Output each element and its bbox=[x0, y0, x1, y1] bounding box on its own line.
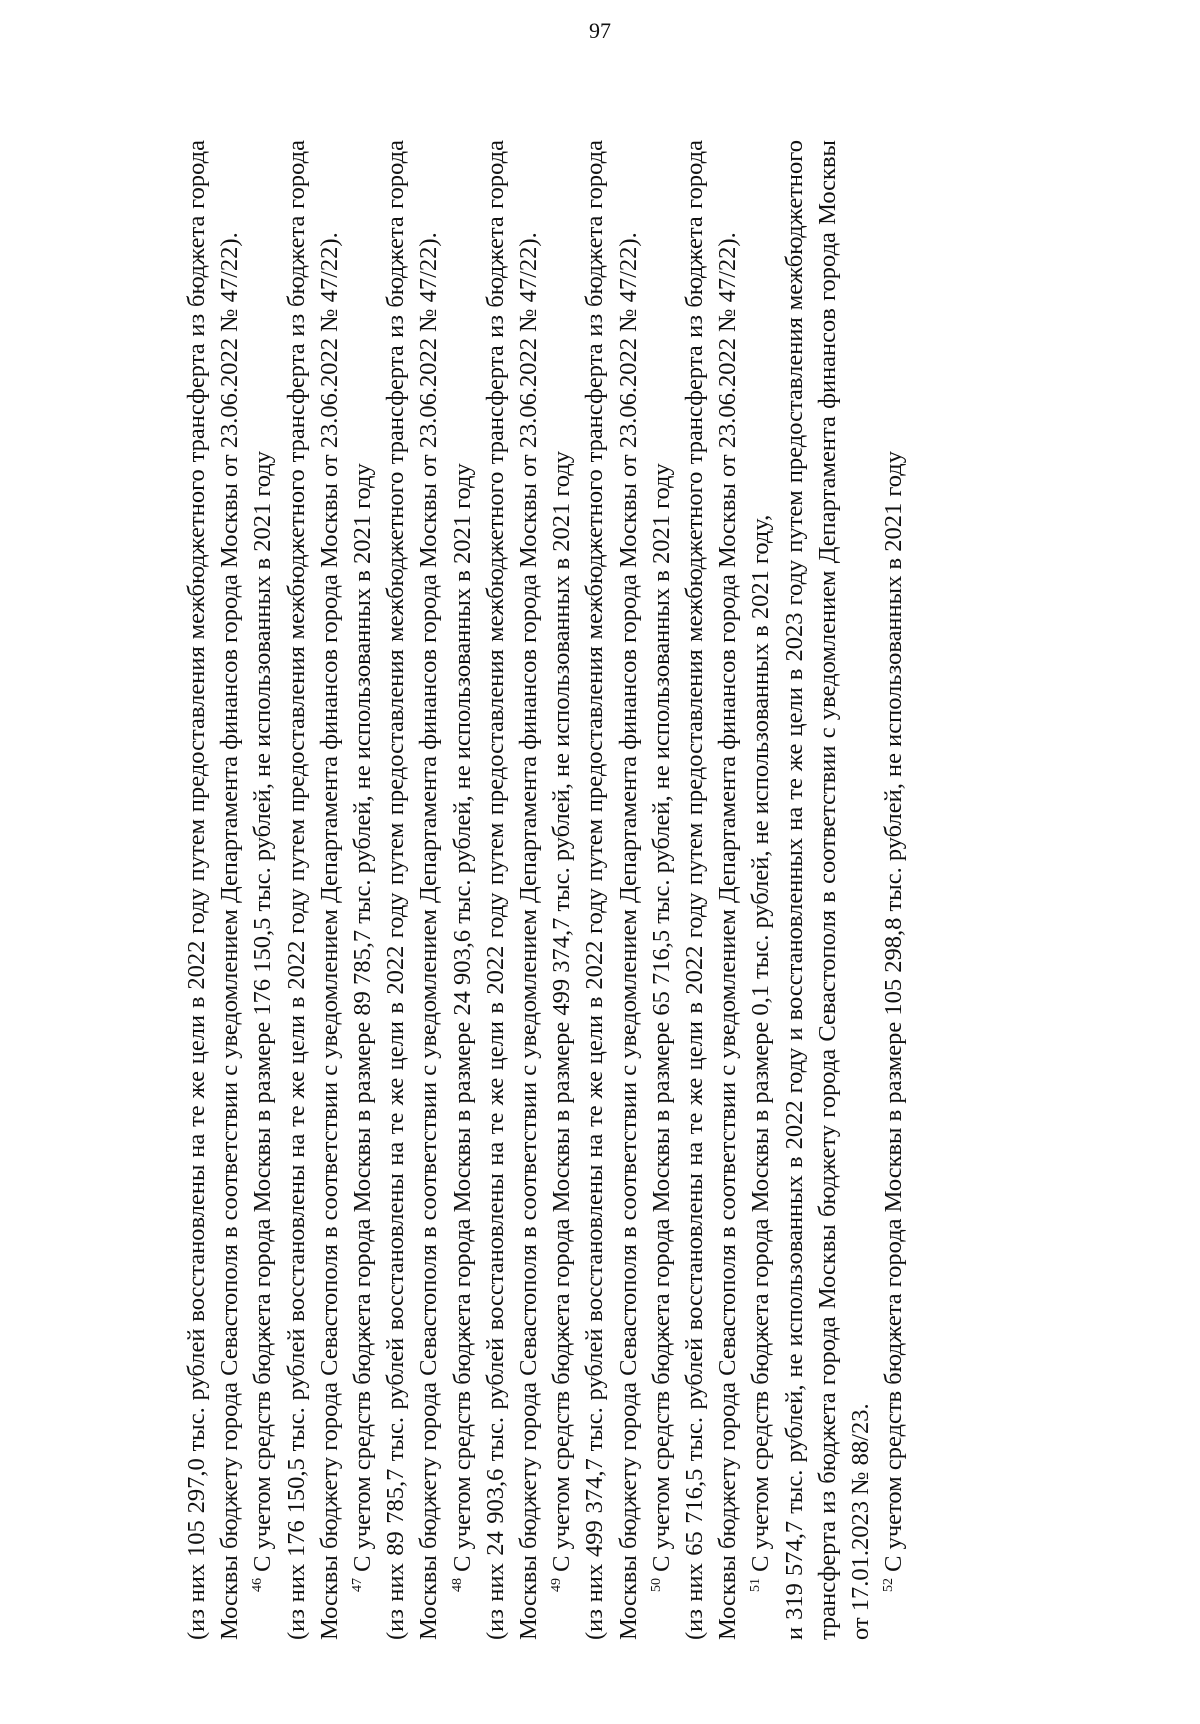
footnote-lead-text: С учетом средств бюджета города Москвы в размере 89 785,7 тыс. рублей, не использованных в 2021 году bbox=[349, 463, 377, 1572]
footnote-lead bbox=[744, 140, 777, 1640]
footnote-lead bbox=[645, 140, 678, 1640]
footnote-lead-text: С учетом средств бюджета города Москвы в размере 499 374,7 тыс. рублей, не использованных в 2021 году bbox=[548, 450, 576, 1572]
entry-text: и 319 574,7 тыс. рублей, не использованных в 2022 году и восстановленных на те же цели в 2023 году путем предоставления межбюджетного трансферта из бюджета города Москвы бюджету города Севастополя в соответствии с уведомлением Департамента финансов города Москвы от 17.01.2023 № 88/23. bbox=[780, 140, 875, 1640]
footnote-lead bbox=[446, 140, 479, 1640]
footnote-marker: 49 bbox=[549, 1578, 565, 1592]
entry-46 bbox=[246, 140, 346, 1640]
footnote-lead-text: С учетом средств бюджета города Москвы в размере 105 298,8 тыс. рублей, не использованных в 2021 году bbox=[880, 450, 908, 1572]
entry-48 bbox=[446, 140, 546, 1640]
entry-text: (из них 105 297,0 тыс. рублей восстановлены на те же цели в 2022 году путем предоставления межбюджетного трансферта из бюджета города Москвы бюджету города Севастополя в соответствии с уведомлением Департамента финансов города Москвы от 23.06.2022 № 47/22). bbox=[183, 140, 244, 1640]
entry-47 bbox=[346, 140, 446, 1640]
footnote-marker: 50 bbox=[648, 1578, 664, 1592]
footnote-lead-text: С учетом средств бюджета города Москвы в размере 65 716,5 тыс. рублей, не использованных в 2021 году bbox=[647, 463, 675, 1572]
footnote-marker: 46 bbox=[250, 1578, 266, 1592]
footnote-lead-text: С учетом средств бюджета города Москвы в размере 176 150,5 тыс. рублей, не использованных в 2021 году bbox=[249, 450, 277, 1572]
footnote-lead bbox=[346, 140, 379, 1640]
footnote-marker: 47 bbox=[349, 1578, 365, 1592]
entry-text: (из них 24 903,6 тыс. рублей восстановлены на те же цели в 2022 году путем предоставления межбюджетного трансферта из бюджета города Москвы бюджету города Севастополя в соответствии с уведомлением Департамента финансов города Москвы от 23.06.2022 № 47/22). bbox=[481, 140, 543, 1640]
entry-text: (из них 176 150,5 тыс. рублей восстановлены на те же цели в 2022 году путем предоставления межбюджетного трансферта из бюджета города Москвы бюджету города Севастополя в соответствии с уведомлением Департамента финансов города Москвы от 23.06.2022 № 47/22). bbox=[282, 140, 343, 1640]
footnote-lead bbox=[545, 140, 578, 1640]
footnote-lead bbox=[246, 140, 279, 1640]
entry-text: (из них 89 785,7 тыс. рублей восстановлены на те же цели в 2022 году путем предоставления межбюджетного трансферта из бюджета города Москвы бюджету города Севастополя в соответствии с уведомлением Департамента финансов города Москвы от 23.06.2022 № 47/22). bbox=[382, 140, 443, 1640]
entry-0 bbox=[180, 140, 246, 1640]
footnote-marker: 48 bbox=[449, 1578, 465, 1592]
entry-49 bbox=[545, 140, 645, 1640]
entry-50 bbox=[645, 140, 745, 1640]
entry-text: (из них 65 716,5 тыс. рублей восстановлены на те же цели в 2022 году путем предоставления межбюджетного трансферта из бюджета города Москвы бюджету города Севастополя в соответствии с уведомлением Департамента финансов города Москвы от 23.06.2022 № 47/22). bbox=[681, 140, 742, 1640]
entry-51 bbox=[744, 140, 877, 1640]
page-number: 97 bbox=[589, 18, 611, 43]
entry-text: (из них 499 374,7 тыс. рублей восстановлены на те же цели в 2022 году путем предоставления межбюджетного трансферта из бюджета города Москвы бюджету города Севастополя в соответствии с уведомлением Департамента финансов города Москвы от 23.06.2022 № 47/22). bbox=[581, 140, 642, 1640]
footnote-marker: 51 bbox=[748, 1578, 764, 1592]
footnote-marker: 52 bbox=[881, 1578, 897, 1592]
footnote-lead bbox=[877, 140, 910, 1640]
rotated-page-body bbox=[180, 140, 1200, 1640]
entry-52 bbox=[877, 140, 910, 1640]
footnote-lead-text: С учетом средств бюджета города Москвы в размере 0,1 тыс. рублей, не использованных в 2021 году, bbox=[747, 514, 775, 1572]
footnote-lead-text: С учетом средств бюджета города Москвы в размере 24 903,6 тыс. рублей, не использованных в 2021 году bbox=[448, 463, 476, 1572]
